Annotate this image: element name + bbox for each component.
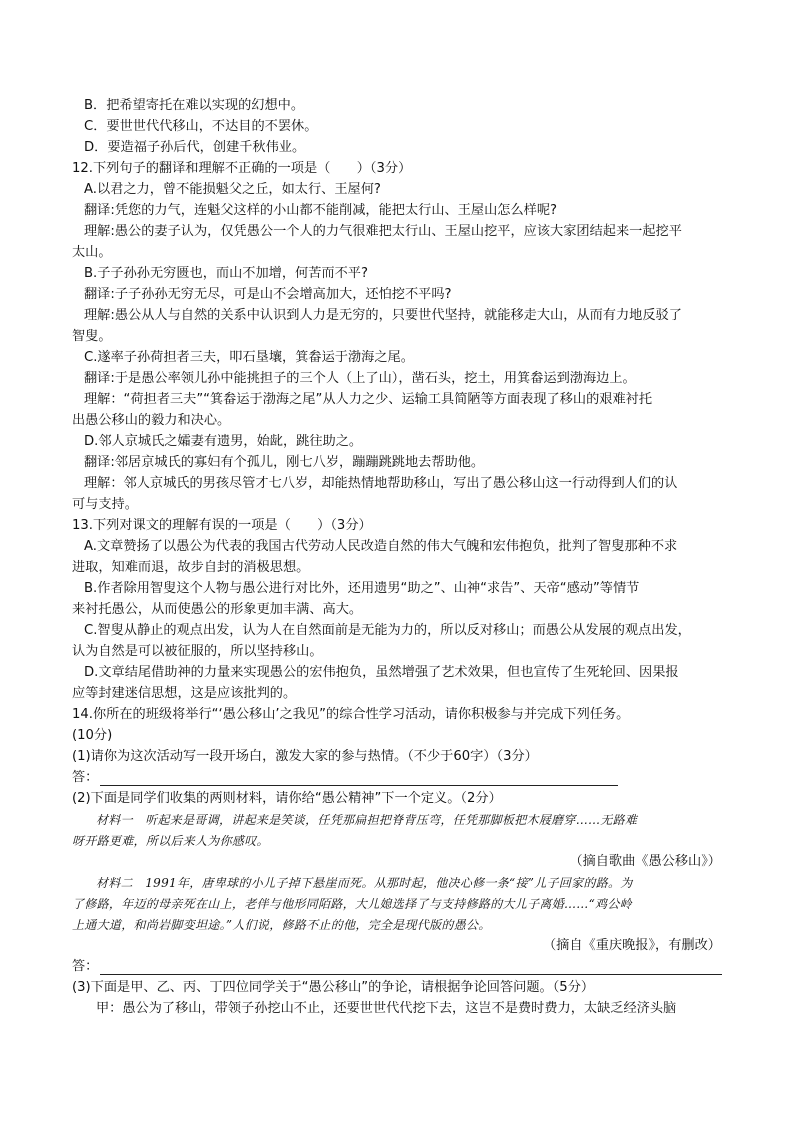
material-2-line-1: 材料二 1991年，唐卑球的小儿子掉下悬崖而死。从那时起，他决心修一条“接”儿子回家的路。为	[96, 876, 633, 890]
q14-part1: (1)请你为这次活动写一段开场白，激发大家的参与热情。（不少于60字）（3分）	[72, 749, 538, 764]
q13-stem: 13.下列对课文的理解有误的一项是（ ）（3分）	[72, 518, 372, 533]
q13-option-d: D.文章结尾借助神的力量来实现愚公的宏伟抱负，虽然增强了艺术效果，但也宣传了生死轮回、因果报	[84, 665, 679, 680]
q12-b-translation: 翻译:子子孙孙无穷无尽，可是山不会增高加大，还怕挖不平吗?	[84, 287, 452, 302]
q12-a-understanding: 理解:愚公的妻子认为，仅凭愚公一个人的力气很难把太行山、王屋山挖平，应该大家团结起来一起挖平	[84, 224, 682, 239]
q12-d-understanding-cont: 可与支持。	[72, 497, 138, 512]
material-1-source: （摘自歌曲《愚公移山》）	[569, 854, 721, 869]
q11-option-b: B．把希望寄托在难以实现的幻想中。	[84, 98, 305, 113]
q14-part2: (2)下面是同学们收集的两则材料，请你给“愚公精神”下一个定义。（2分）	[72, 791, 502, 806]
q12-a-translation: 翻译:凭您的力气，连魁父这样的小山都不能削减，能把太行山、王屋山怎么样呢?	[84, 203, 558, 218]
q12-b-understanding: 理解:愚公从人与自然的关系中认识到人力是无穷的，只要世代坚持，就能移走大山，从而有力地反驳了	[84, 308, 682, 323]
material-1-line-1: 材料一 听起来是哥调，讲起来是笑谈，任凭那扁担把脊背压弯，任凭那脚板把木屐磨穿……无路难	[96, 813, 638, 827]
q13-option-c: C.智叟从静止的观点出发，认为人在自然面前是无能为力的，所以反对移山；而愚公从发展的观点出发，	[84, 623, 691, 638]
q13-option-c-cont: 认为自然是可以被征服的，所以坚持移山。	[72, 644, 323, 659]
material-2-line-2: 了修路，年迈的母亲死在山上，老伴与他形同陌路，大儿媳选择了与支持修路的大儿子离婚……“鸡公岭	[72, 897, 632, 911]
answer-label-2: 答：	[72, 959, 99, 974]
q12-option-d: D.邻人京城氏之孀妻有遗男，始龀，跳往助之。	[84, 434, 363, 449]
q13-option-a-cont: 进取，知难而退，故步自封的消极思想。	[72, 560, 310, 575]
q12-option-a: A.以君之力，曾不能损魁父之丘，如太行、王屋何?	[84, 182, 381, 197]
q13-option-b: B.作者除用智叟这个人物与愚公进行对比外，还用遗男“助之”、山神“求告”、天帝“感动”等情节	[84, 581, 640, 596]
q11-option-c: C．要世世代代移山，不达目的不罢休。	[84, 119, 318, 134]
q14-part3: (3)下面是甲、乙、丙、丁四位同学关于“愚公移山”的争论，请根据争论回答问题。（5分）	[72, 980, 595, 995]
material-2-source: （摘自《重庆晚报》，有删改）	[542, 938, 721, 953]
material-1-line-2: 呀开路更难，所以后来人为你感叹。	[72, 834, 269, 848]
q14-jia-statement: 甲：愚公为了移山，带领子孙挖山不止，还要世世代代挖下去，这岂不是费时费力，太缺乏经济头脑	[96, 1001, 677, 1016]
q14-score: (10分)	[72, 728, 113, 743]
q12-c-understanding-cont: 出愚公移山的毅力和决心。	[72, 413, 231, 428]
q12-c-understanding: 理解：“荷担者三夫”“箕畚运于渤海之尾”从人力之少、运输工具简陋等方面表现了移山的艰难衬托	[84, 392, 653, 407]
answer-line-2[interactable]	[100, 974, 722, 975]
q12-option-b: B.子子孙孙无穷匮也，而山不加增，何苦而不平?	[84, 266, 368, 281]
q13-option-d-cont: 应等封建迷信思想，这是应该批判的。	[72, 686, 297, 701]
q13-option-a: A.文章赞扬了以愚公为代表的我国古代劳动人民改造自然的伟大气魄和宏伟抱负，批判了智叟那种不求	[84, 539, 678, 554]
q12-b-understanding-cont: 智叟。	[72, 329, 112, 344]
q12-d-translation: 翻译:邻居京城氏的寡妇有个孤儿，刚七八岁，蹦蹦跳跳地去帮助他。	[84, 455, 485, 470]
q14-stem: 14.你所在的班级将举行“‘愚公移山’之我见”的综合性学习活动，请你积极参与并完成下列任务。	[72, 707, 630, 722]
q12-option-c: C.遂率子孙荷担者三夫，叩石垦壤，箕畚运于渤海之尾。	[84, 350, 414, 365]
material-2-line-3: 上通大道，和尚岩脚变坦途。”人们说，修路不止的他，完全是现代版的愚公。	[72, 918, 491, 932]
answer-line-1[interactable]	[100, 785, 618, 786]
q12-d-understanding: 理解：邻人京城氏的男孩尽管才七八岁，却能热情地帮助移山，写出了愚公移山这一行动得到人们的认	[84, 476, 678, 491]
q13-option-b-cont: 来衬托愚公，从而使愚公的形象更加丰满、高大。	[72, 602, 363, 617]
q12-a-understanding-cont: 太山。	[72, 245, 112, 260]
q12-stem: 12.下列句子的翻译和理解不正确的一项是（ ）（3分）	[72, 161, 412, 176]
q12-c-translation: 翻译:于是愚公率领儿孙中能挑担子的三个人（上了山），凿石头，挖土，用箕畚运到渤海边上。	[84, 371, 636, 386]
answer-label-1: 答：	[72, 770, 99, 785]
q11-option-d: D．要造福子孙后代，创建千秋伟业。	[84, 140, 306, 155]
